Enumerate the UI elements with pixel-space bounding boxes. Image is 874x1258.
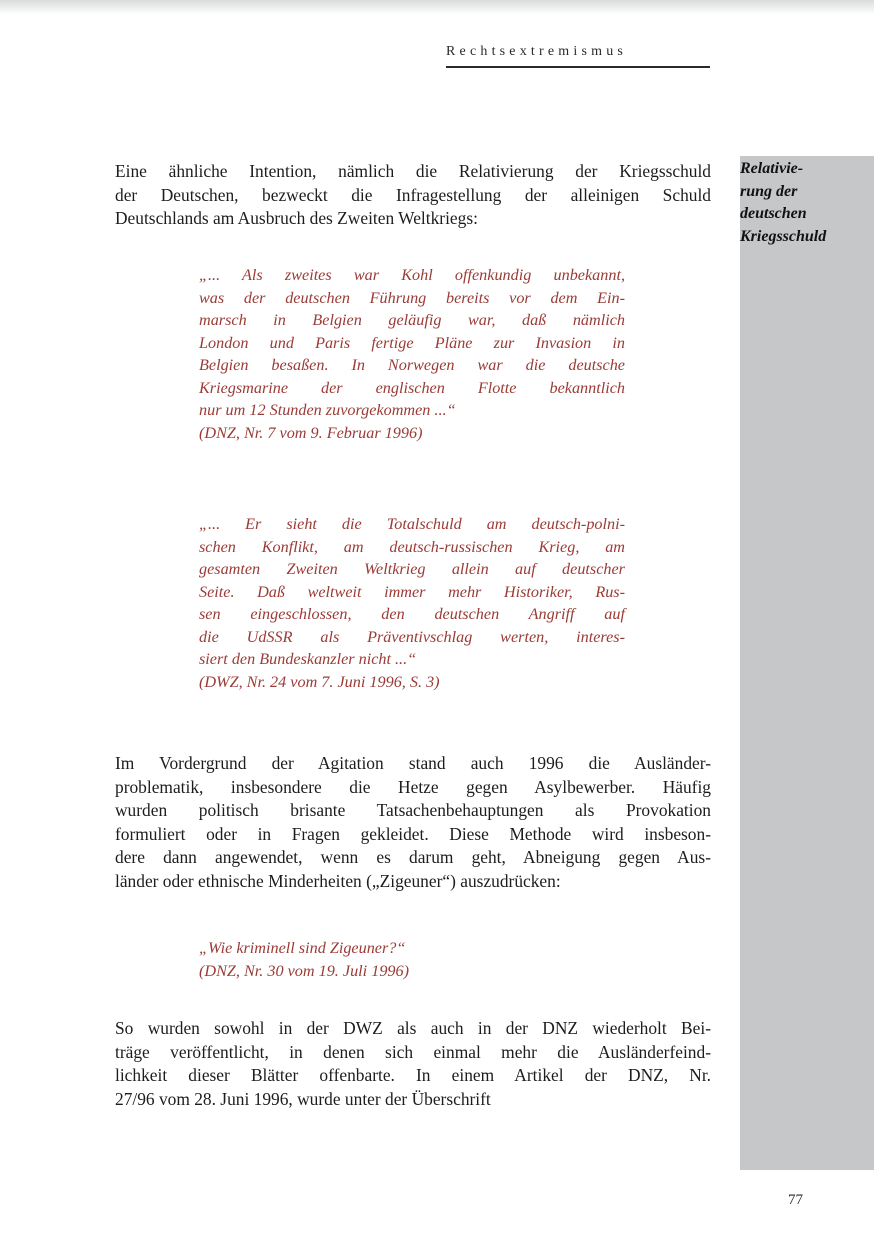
quote-line: siert den Bundeskanzler nicht ...“ [199, 650, 417, 668]
paragraph-line: So wurden sowohl in der DWZ als auch in der DNZ wiederholt Bei- [115, 1018, 711, 1038]
margin-note-line: Relativie- [740, 160, 804, 177]
paragraph-line: wurden politisch brisante Tatsachenbehauptungen als Provokation [115, 800, 711, 821]
page-number: 77 [788, 1192, 803, 1208]
margin-note [740, 158, 870, 248]
margin-note-line: rung der [740, 182, 798, 200]
margin-note-line: deutschen [740, 205, 807, 222]
paragraph-line: träge veröffentlicht, in denen sich einmal mehr die Ausländerfeind- [115, 1041, 711, 1062]
quote-2 [199, 513, 625, 693]
paragraph-line: Im Vordergrund der Agitation stand auch 1996 die Ausländer- [115, 753, 711, 773]
running-header: Rechtsextremismus [446, 44, 628, 59]
paragraph-line: problematik, insbesondere die Hetze gegen Asylbewerber. Häufig [115, 776, 711, 797]
top-scan-band [0, 0, 874, 14]
quote-line: schen Konflikt, am deutsch-russischen Krieg, am [199, 537, 625, 556]
paragraph-1 [115, 160, 711, 231]
paragraph-2 [115, 752, 711, 894]
quote-citation: (DNZ, Nr. 30 vom 19. Juli 1996) [199, 961, 409, 980]
paragraph-line: 27/96 vom 28. Juni 1996, wurde unter der Überschrift [115, 1088, 491, 1109]
quote-line: London und Paris fertige Pläne zur Invasion in [199, 333, 625, 352]
quote-citation: (DWZ, Nr. 24 vom 7. Juni 1996, S. 3) [199, 672, 440, 691]
margin-sidebar [740, 156, 874, 1170]
quote-line: Kriegsmarine der englischen Flotte bekanntlich [199, 378, 625, 397]
paragraph-line: der Deutschen, bezweckt die Infragestellung der alleinigen Schuld [115, 184, 711, 205]
header-rule [446, 66, 710, 68]
quote-line: Belgien besaßen. In Norwegen war die deutsche [199, 356, 625, 374]
quote-1 [199, 264, 625, 444]
quote-line: gesamten Zweiten Weltkrieg allein auf deutscher [199, 560, 625, 578]
paragraph-line: Eine ähnliche Intention, nämlich die Relativierung der Kriegsschuld [115, 161, 711, 181]
quote-line: die UdSSR als Präventivschlag werten, interes- [199, 627, 625, 646]
quote-line: marsch in Belgien geläufig war, daß nämlich [199, 311, 625, 329]
quote-line: sen eingeschlossen, den deutschen Angriff auf [199, 605, 625, 623]
quote-3 [199, 937, 625, 982]
quote-line: nur um 12 Stunden zuvorgekommen ...“ [199, 401, 456, 419]
quote-line: Seite. Daß weltweit immer mehr Historiker, Rus- [199, 582, 625, 601]
paragraph-line: lichkeit dieser Blätter offenbarte. In einem Artikel der DNZ, Nr. [115, 1065, 711, 1086]
quote-citation: (DNZ, Nr. 7 vom 9. Februar 1996) [199, 423, 423, 442]
quote-line: „... Als zweites war Kohl offenkundig unbekannt, [199, 266, 625, 284]
paragraph-line: formuliert oder in Fragen gekleidet. Diese Methode wird insbeson- [115, 823, 711, 844]
quote-line: „Wie kriminell sind Zigeuner?“ [199, 939, 406, 957]
paragraph-line: dere dann angewendet, wenn es darum geht, Abneigung gegen Aus- [115, 847, 711, 868]
quote-line: was der deutschen Führung bereits vor dem Ein- [199, 288, 625, 307]
paragraph-line: Deutschlands am Ausbruch des Zweiten Weltkriegs: [115, 208, 478, 229]
quote-line: „... Er sieht die Totalschuld am deutsch-polni- [199, 515, 625, 533]
margin-note-line: Kriegsschuld [740, 227, 827, 245]
paragraph-3 [115, 1017, 711, 1111]
paragraph-line: länder oder ethnische Minderheiten („Zigeuner“) auszudrücken: [115, 870, 561, 891]
